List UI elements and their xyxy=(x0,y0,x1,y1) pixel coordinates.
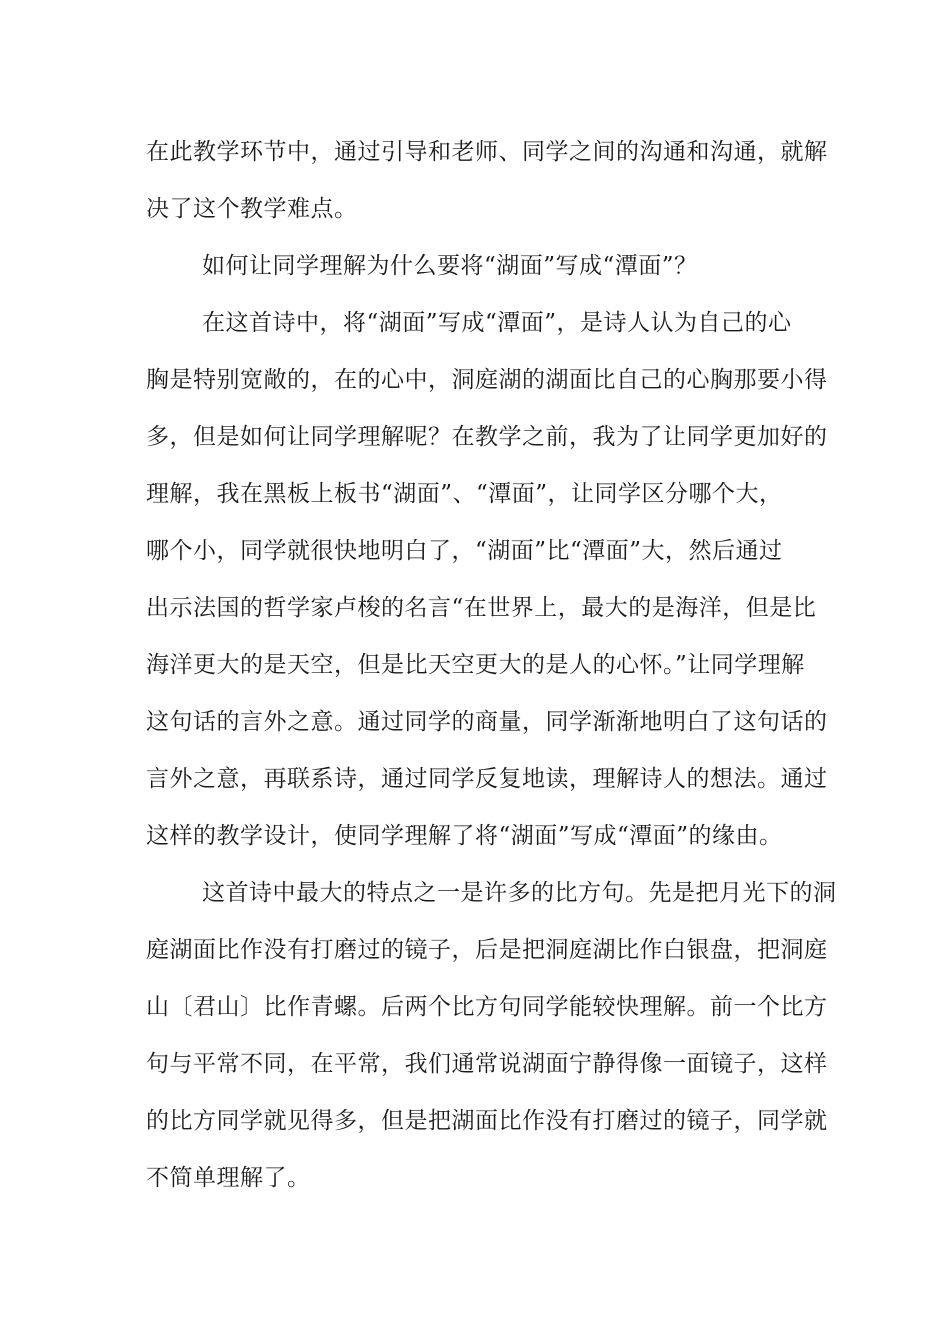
text-line: 理解，我在黑板上板书“湖面”、“潭面”，让同学区分哪个大， xyxy=(146,481,783,507)
text-line: 的比方同学就见得多，但是把湖面比作没有打磨过的镜子，同学就 xyxy=(146,1108,828,1134)
text-line: 在此教学环节中，通过引导和老师、同学之间的沟通和沟通，就解 xyxy=(146,139,828,165)
text-line: 句与平常不同，在平常，我们通常说湖面宁静得像一面镜子，这样 xyxy=(146,1051,828,1077)
text-line: 决了这个教学难点。 xyxy=(146,196,358,222)
text-line: 海洋更大的是天空，但是比天空更大的是人的心怀。”让同学理解 xyxy=(146,652,805,678)
text-line: 在这首诗中，将“湖面”写成“潭面”，是诗人认为自己的心 xyxy=(202,310,792,336)
text-line: 这样的教学设计，使同学理解了将“湖面”写成“潭面”的缘由。 xyxy=(146,823,783,849)
text-line: 这句话的言外之意。通过同学的商量，同学渐渐地明白了这句话的 xyxy=(146,709,828,735)
text-line: 不简单理解了。 xyxy=(146,1165,311,1191)
text-line: 庭湖面比作没有打磨过的镜子，后是把洞庭湖比作白银盘，把洞庭 xyxy=(146,937,828,963)
text-line: 这首诗中最大的特点之一是许多的比方句。先是把月光下的洞 xyxy=(202,880,837,906)
text-line: 出示法国的哲学家卢梭的名言“在世界上，最大的是海洋，但是比 xyxy=(146,595,817,621)
text-line: 多，但是如何让同学理解呢？在教学之前，我为了让同学更加好的 xyxy=(146,424,828,450)
text-line: 言外之意，再联系诗，通过同学反复地读，理解诗人的想法。通过 xyxy=(146,766,828,792)
text-line: 如何让同学理解为什么要将“湖面”写成“潭面”？ xyxy=(202,253,698,279)
text-line: 哪个小，同学就很快地明白了，“湖面”比“潭面”大，然后通过 xyxy=(146,538,783,564)
text-line: 胸是特别宽敞的，在的心中，洞庭湖的湖面比自己的心胸那要小得 xyxy=(146,367,828,393)
text-line: 山〔君山〕比作青螺。后两个比方句同学能较快理解。前一个比方 xyxy=(146,994,828,1020)
